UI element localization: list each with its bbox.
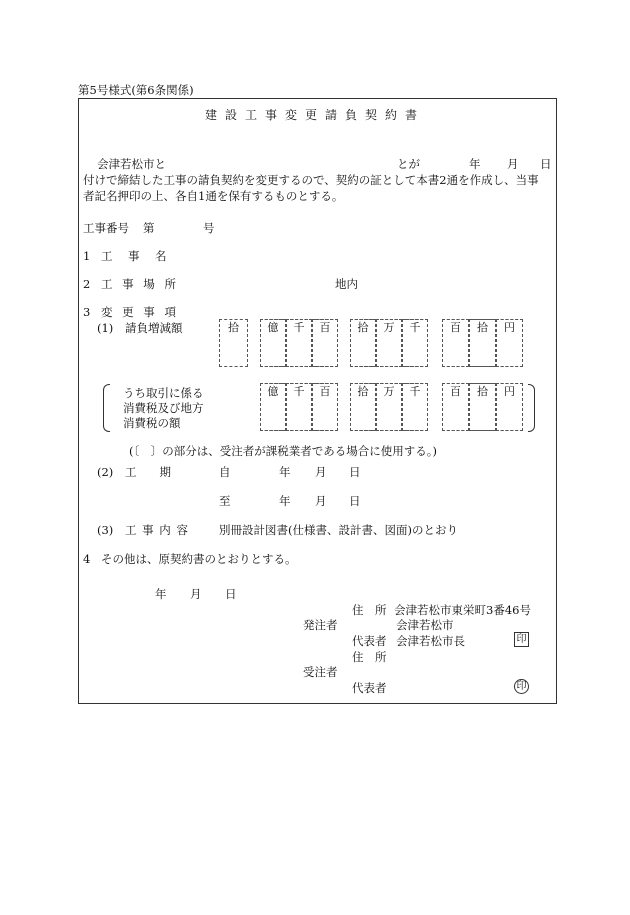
content-label: 工 事 内 容 — [125, 523, 189, 537]
item2-number: 2 — [83, 277, 91, 291]
period-from-year: 年 — [279, 465, 291, 479]
contractor-rep-label: 代表者 — [352, 681, 387, 695]
form-number: 第5号様式(第6条関係) — [78, 83, 194, 97]
item1-label: 工 事 名 — [101, 249, 169, 263]
tax-line-1: うち取引に係る — [123, 386, 204, 400]
orderer-address: 会津若松市東栄町3番46号 — [394, 603, 531, 617]
period-from-month: 月 — [315, 465, 327, 479]
digit-cell[interactable]: 千 — [402, 383, 428, 431]
digit-cell[interactable]: 拾 — [350, 383, 376, 431]
period-from: 自 — [219, 465, 231, 479]
digit-cell[interactable]: 百 — [442, 383, 469, 431]
orderer-rep-label: 代表者 — [352, 634, 387, 648]
item2-label: 工 事 場 所 — [101, 277, 179, 291]
intro-month: 月 — [507, 157, 519, 171]
digit-cell[interactable]: 拾 — [350, 319, 376, 367]
intro-line-3: 者記名押印の上、各自1通を保有するものとする。 — [83, 189, 344, 203]
contractor-address-label: 住 所 — [352, 650, 387, 664]
digit-cell[interactable]: 千 — [402, 319, 428, 367]
document-title: 建設工事変更請負契約書 — [205, 108, 426, 122]
amount-label: 請負増減額 — [125, 321, 183, 335]
item2-value: 地内 — [335, 277, 358, 291]
orderer-name: 会津若松市 — [396, 618, 454, 632]
intro-day: 日 — [540, 157, 552, 171]
right-bracket — [528, 384, 535, 432]
period-to: 至 — [219, 494, 231, 508]
orderer-role: 発注者 — [303, 618, 338, 632]
digit-cell[interactable]: 拾 — [469, 319, 496, 367]
period-number: (2) — [97, 465, 114, 479]
date-day: 日 — [225, 587, 237, 601]
tax-note: (〔 〕の部分は、受注者が課税業者である場合に使用する。) — [129, 444, 437, 458]
item4-number: 4 — [83, 552, 91, 566]
digit-cell[interactable]: 千 — [286, 383, 312, 431]
period-label: 工 期 — [125, 465, 171, 479]
item3-label: 変 更 事 項 — [101, 305, 179, 319]
date-year: 年 — [155, 587, 167, 601]
digit-cell[interactable]: 億 — [260, 319, 286, 367]
left-bracket — [103, 384, 110, 432]
item1-number: 1 — [83, 249, 91, 263]
tax-line-2: 消費税及び地方 — [123, 401, 204, 415]
digit-cell[interactable]: 億 — [260, 383, 286, 431]
digit-cell[interactable]: 万 — [376, 319, 402, 367]
digit-cell[interactable]: 拾 — [219, 319, 248, 367]
digit-cell[interactable]: 円 — [496, 319, 523, 367]
item4-text: その他は、原契約書のとおりとする。 — [101, 552, 297, 566]
digit-cell[interactable]: 千 — [286, 319, 312, 367]
digit-cell[interactable]: 百 — [312, 383, 338, 431]
item3-number: 3 — [83, 305, 91, 319]
orderer-seal: 印 — [514, 632, 529, 647]
digit-cell[interactable]: 百 — [312, 319, 338, 367]
period-to-day: 日 — [349, 494, 361, 508]
content-number: (3) — [97, 523, 114, 537]
intro-to: とが — [397, 157, 420, 171]
contractor-role: 受注者 — [303, 665, 338, 679]
digit-cell[interactable]: 拾 — [469, 383, 496, 431]
period-to-year: 年 — [279, 494, 291, 508]
intro-year: 年 — [469, 157, 481, 171]
orderer-rep: 会津若松市長 — [396, 634, 465, 648]
date-month: 月 — [190, 587, 202, 601]
intro-party-prefix: 会津若松市と — [97, 157, 166, 171]
digit-cell[interactable]: 円 — [496, 383, 523, 431]
construction-number-label: 工事番号 — [83, 221, 129, 235]
construction-number-suffix: 号 — [203, 221, 215, 235]
digit-cell[interactable]: 万 — [376, 383, 402, 431]
period-to-month: 月 — [315, 494, 327, 508]
construction-number-prefix: 第 — [143, 221, 155, 235]
amount-number: (1) — [97, 321, 114, 335]
period-from-day: 日 — [349, 465, 361, 479]
tax-line-3: 消費税の額 — [123, 416, 181, 430]
contractor-seal: 印 — [514, 679, 529, 694]
intro-line-2: 付けで締結した工事の請負契約を変更するので、契約の証として本書2通を作成し、当事 — [83, 173, 539, 187]
orderer-address-label: 住 所 — [352, 603, 387, 617]
digit-cell[interactable]: 百 — [442, 319, 469, 367]
content-value: 別冊設計図書(仕様書、設計書、図面)のとおり — [219, 523, 458, 537]
